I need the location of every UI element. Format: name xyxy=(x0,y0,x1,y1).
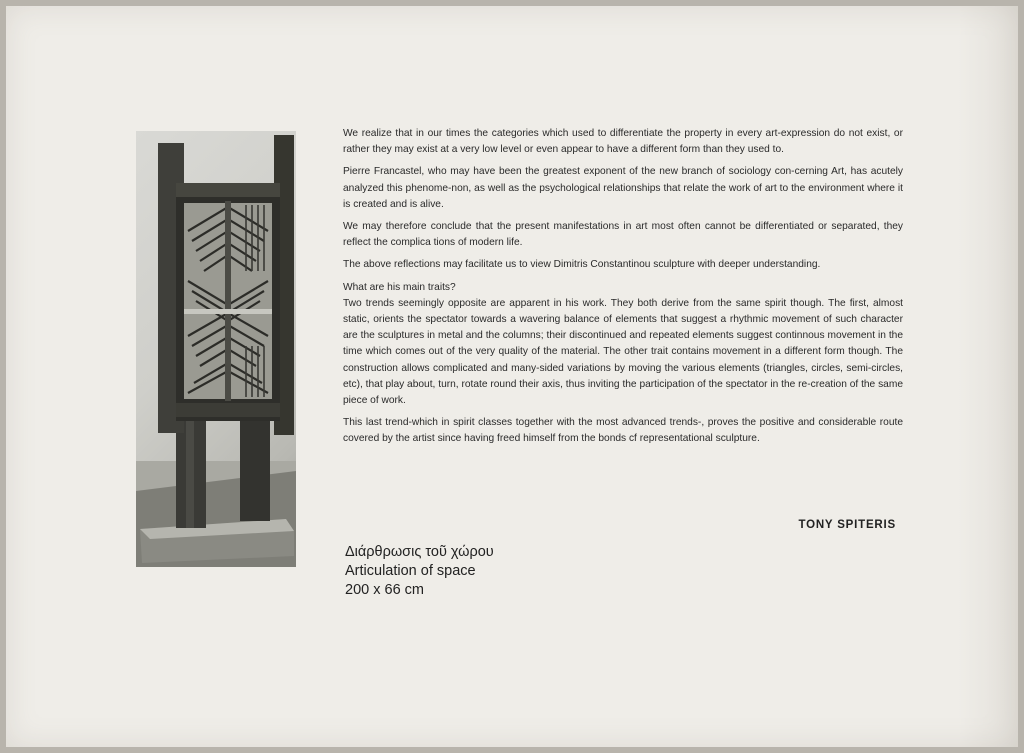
spine xyxy=(225,201,231,401)
caption-title-english: Articulation of space xyxy=(345,563,476,579)
caption-dimensions: 200 x 66 cm xyxy=(345,582,424,598)
paragraph-3: We may therefore conclude that the present manifestations in art most often cannot be differentiated or separated, they reflect the complica tions of modern life. xyxy=(343,221,903,249)
paragraph-6: This last trend-which in spirit classes together with the most advanced trends-, proves the positive and considerable route covered by the artist since having freed himself from the bonds cf representational sculpture. xyxy=(343,417,903,445)
sculpture-photograph xyxy=(136,131,296,567)
caption-title-greek: Διάρθρωσις τοῦ χώρου xyxy=(345,544,494,560)
sculpture-image xyxy=(136,131,296,567)
paragraph-2: Pierre Francastel, who may have been the greatest exponent of the new branch of sociology con-cerning Art, has acutely analyzed this phenome-non, as well as the psychological relationships that relate the work of art to the environment where it is created and is alive. xyxy=(343,166,903,210)
divider xyxy=(184,309,272,314)
essay-text xyxy=(343,126,903,454)
crossbar xyxy=(176,183,280,197)
paragraph-5: Two trends seemingly opposite are apparent in his work. They both derive from the same spirit though. The first, almost static, orients the spectator towards a wavering balance of elements that suggest a rhythmic movement of such character are the sculptures in metal and the columns; their discontinued and repeated elements suggest continnous movement in the time which comes out of the very quality of the material. The other trait contains movement in a different form though. The construction allows complicated and many-sided variations by moving the various elements (triangles, circles, semi-circles, etc), that play about, turn, rotate round their axis, thus inviting the participation of the spectator in the re-creation of the same piece of work. xyxy=(343,297,903,407)
leg-highlight xyxy=(186,416,194,528)
right-leg xyxy=(240,416,270,521)
paragraph-4: The above reflections may facilitate us to view Dimitris Constantinou sculpture with deeper understanding. xyxy=(343,259,821,271)
paragraph-1: We realize that in our times the categories which used to differentiate the property in every art-expression do not exist, or rather they may exist at a very low level or even appear to have a different form than they used to. xyxy=(343,128,903,156)
author-signature: TONY SPITERIS xyxy=(798,519,896,531)
artwork-caption xyxy=(345,543,494,600)
catalog-page xyxy=(6,6,1018,747)
bottom-bar xyxy=(176,403,280,417)
paragraph-question: What are his main traits? xyxy=(343,281,456,293)
